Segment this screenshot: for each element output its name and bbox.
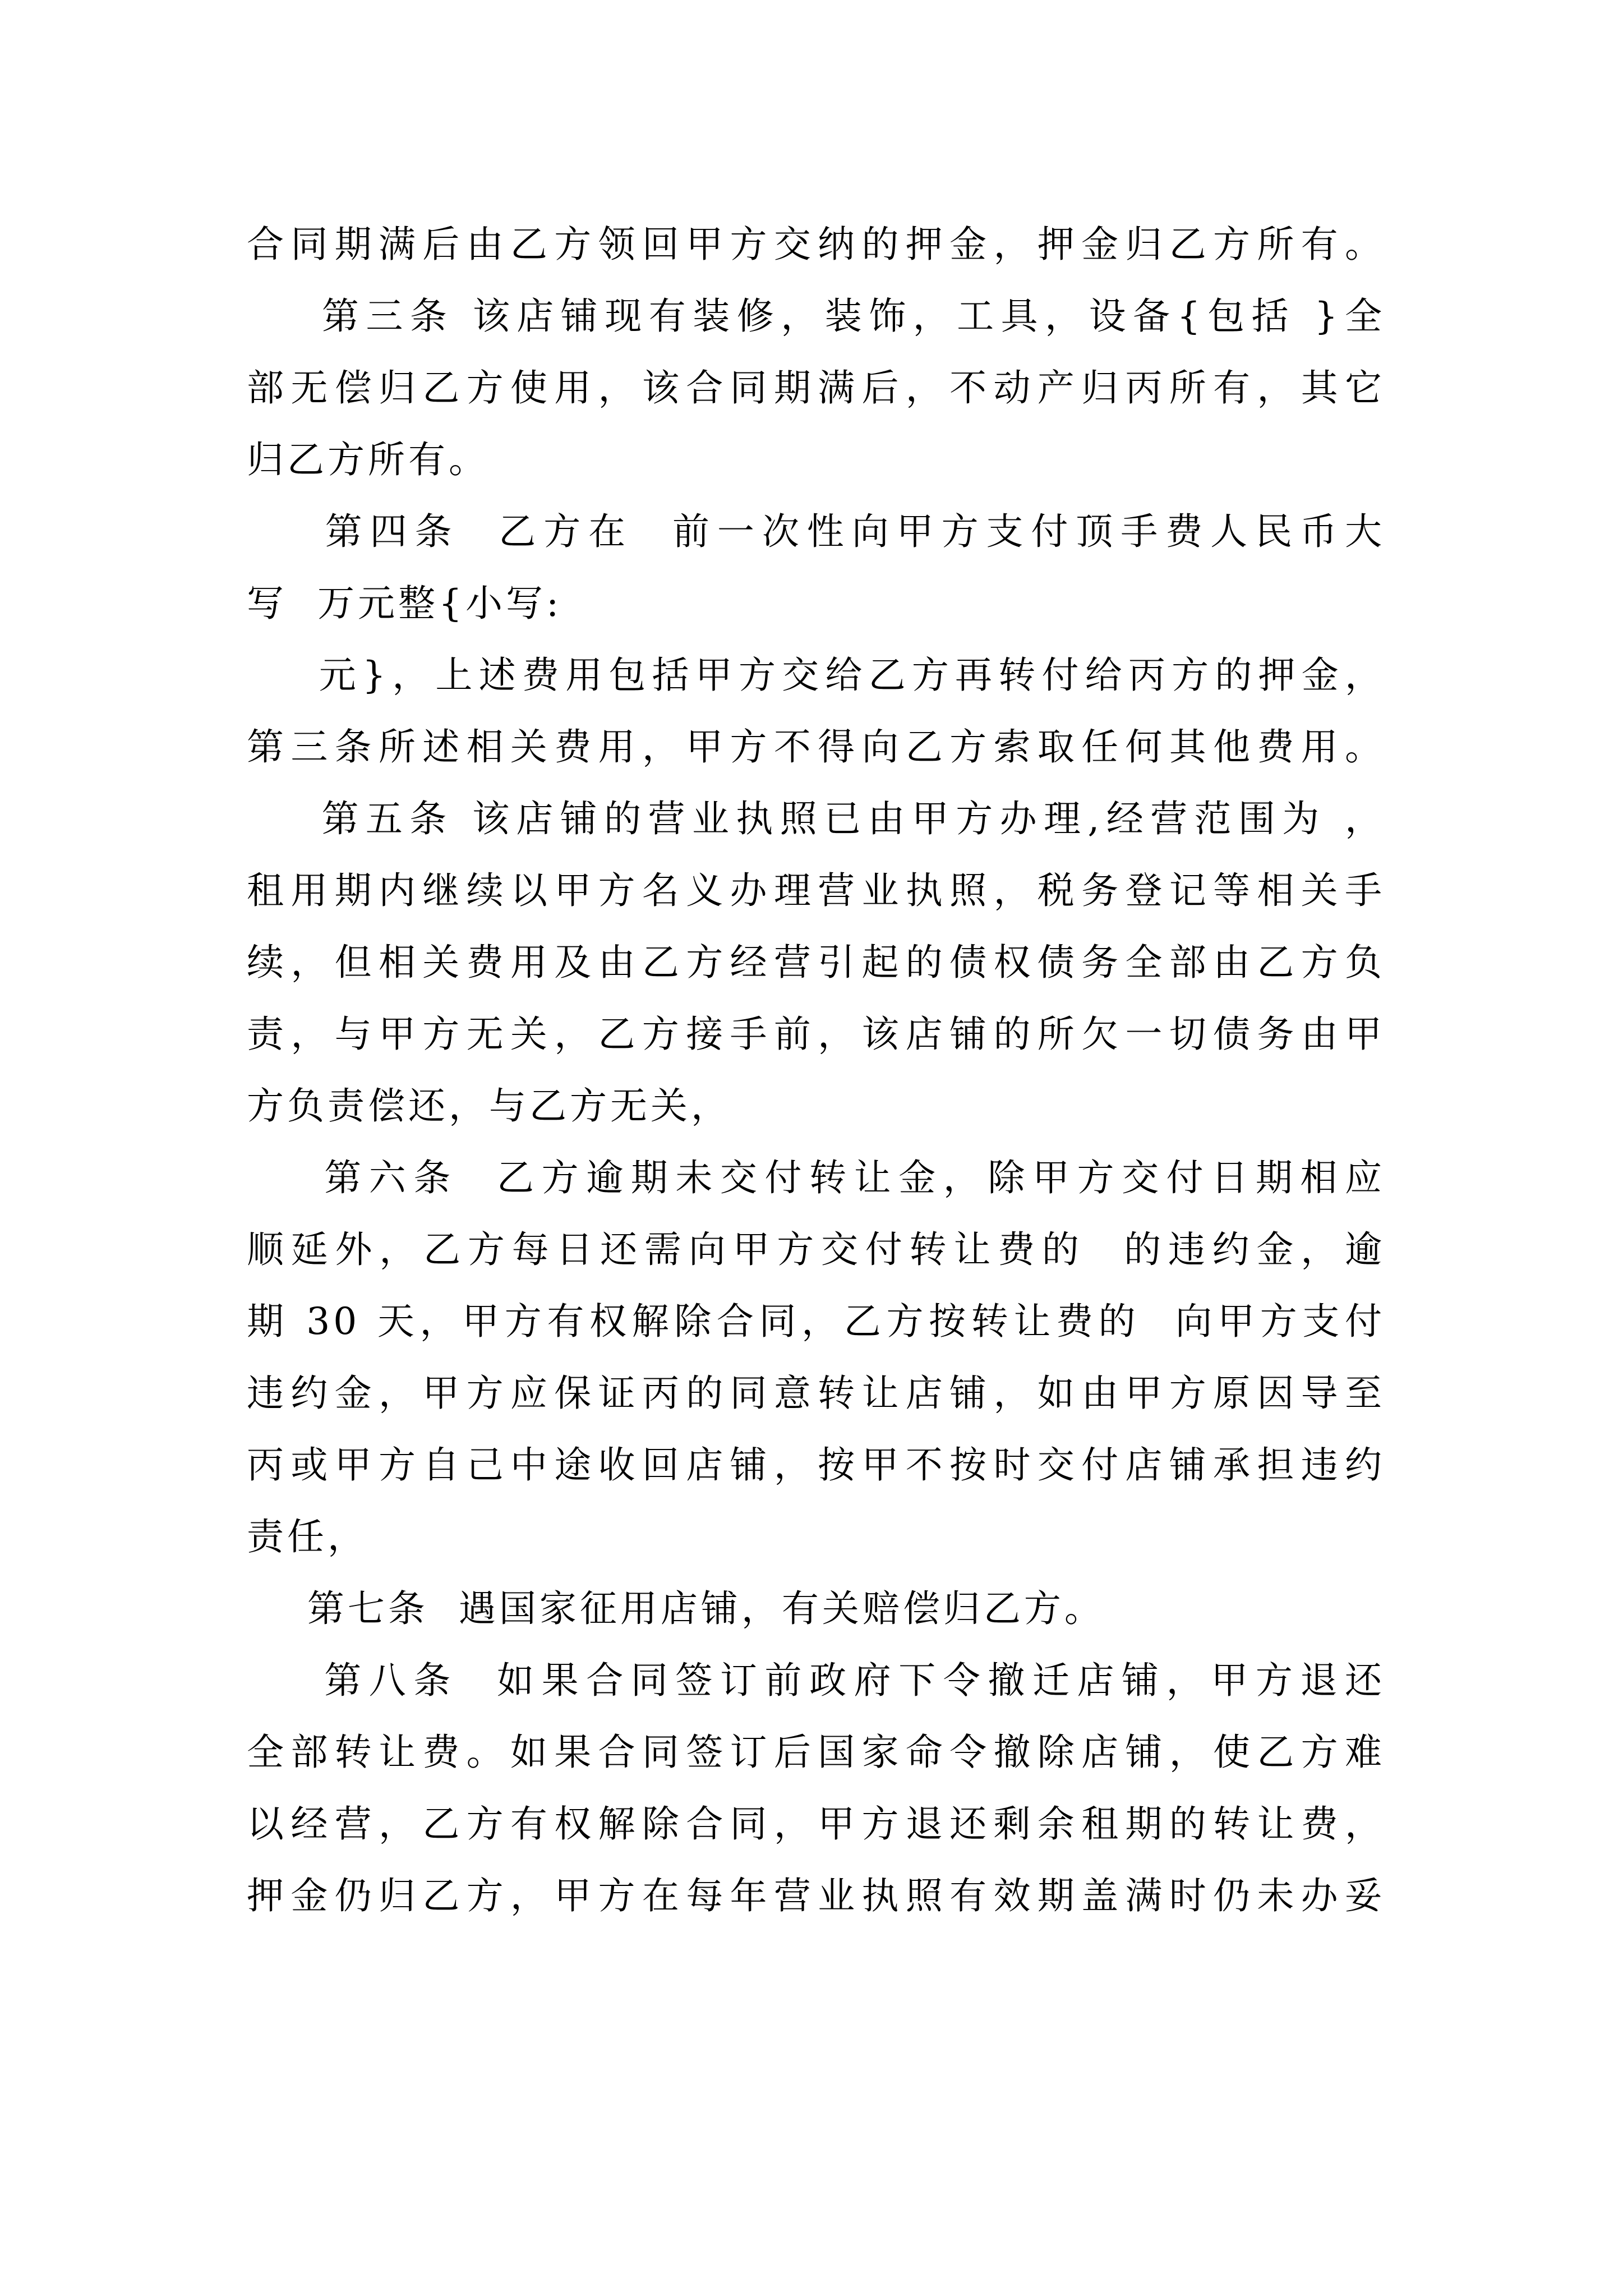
paragraph-article-7 xyxy=(247,1573,1385,1645)
text-line: 归乙方所有。 xyxy=(247,438,489,481)
text-line: 以经营，乙方有权解除合同，甲方退还剩余租期的转让费， xyxy=(247,1802,1385,1846)
text-line: 第七条 遇国家征用店铺，有关赔偿归乙方。 xyxy=(247,1587,1105,1630)
text-line: 期 30 天，甲方有权解除合同，乙方按转让费的 向甲方支付 xyxy=(247,1300,1385,1343)
paragraph-article-3 xyxy=(247,280,1385,496)
text-line: 第六条 乙方逾期未交付转让金，除甲方交付日期相应 xyxy=(247,1156,1385,1199)
text-line: 方负责偿还，与乙方无关， xyxy=(247,1084,731,1128)
paragraph-fee-note xyxy=(247,639,1385,783)
paragraph-article-8 xyxy=(247,1645,1385,1932)
text-line: 顺延外，乙方每日还需向甲方交付转让费的 的违约金，逾 xyxy=(247,1228,1385,1271)
text-line: 续，但相关费用及由乙方经营引起的债权债务全部由乙方负 xyxy=(247,941,1385,984)
contract-body xyxy=(247,209,1385,1932)
text-line: 责，与甲方无关，乙方接手前，该店铺的所欠一切债务由甲 xyxy=(247,1013,1385,1056)
text-line: 写 万元整{小写: xyxy=(247,582,562,625)
text-line: 丙或甲方自己中途收回店铺，按甲不按时交付店铺承担违约 xyxy=(247,1443,1385,1487)
text-line: 第三条所述相关费用，甲方不得向乙方索取任何其他费用。 xyxy=(247,725,1385,769)
paragraph-article-5 xyxy=(247,783,1385,1142)
text-line: 第八条 如果合同签订前政府下令撤迁店铺，甲方退还 xyxy=(247,1659,1385,1702)
text-line: 第四条 乙方在 前一次性向甲方支付顶手费人民币大 xyxy=(247,510,1385,553)
text-line: 第五条 该店铺的营业执照已由甲方办理,经营范围为 ， xyxy=(247,797,1385,840)
text-line: 部无偿归乙方使用，该合同期满后，不动产归丙所有，其它 xyxy=(247,366,1385,409)
text-line: 全部转让费。如果合同签订后国家命令撤除店铺，使乙方难 xyxy=(247,1731,1385,1774)
text-line: 押金仍归乙方，甲方在每年营业执照有效期盖满时仍未办妥 xyxy=(247,1874,1385,1917)
text-line: 租用期内继续以甲方名义办理营业执照，税务登记等相关手 xyxy=(247,869,1385,912)
text-line: 责任， xyxy=(247,1515,368,1558)
paragraph-article-4 xyxy=(247,496,1385,639)
paragraph-deposit xyxy=(247,209,1385,280)
text-line: 合同期满后由乙方领回甲方交纳的押金，押金归乙方所有。 xyxy=(247,223,1385,266)
text-line: 第三条 该店铺现有装修，装饰，工具，设备{包括 }全 xyxy=(247,295,1385,338)
text-line: 元}，上述费用包括甲方交给乙方再转付给丙方的押金， xyxy=(247,654,1385,697)
text-line: 违约金，甲方应保证丙的同意转让店铺，如由甲方原因导至 xyxy=(247,1372,1385,1415)
paragraph-article-6 xyxy=(247,1142,1385,1573)
